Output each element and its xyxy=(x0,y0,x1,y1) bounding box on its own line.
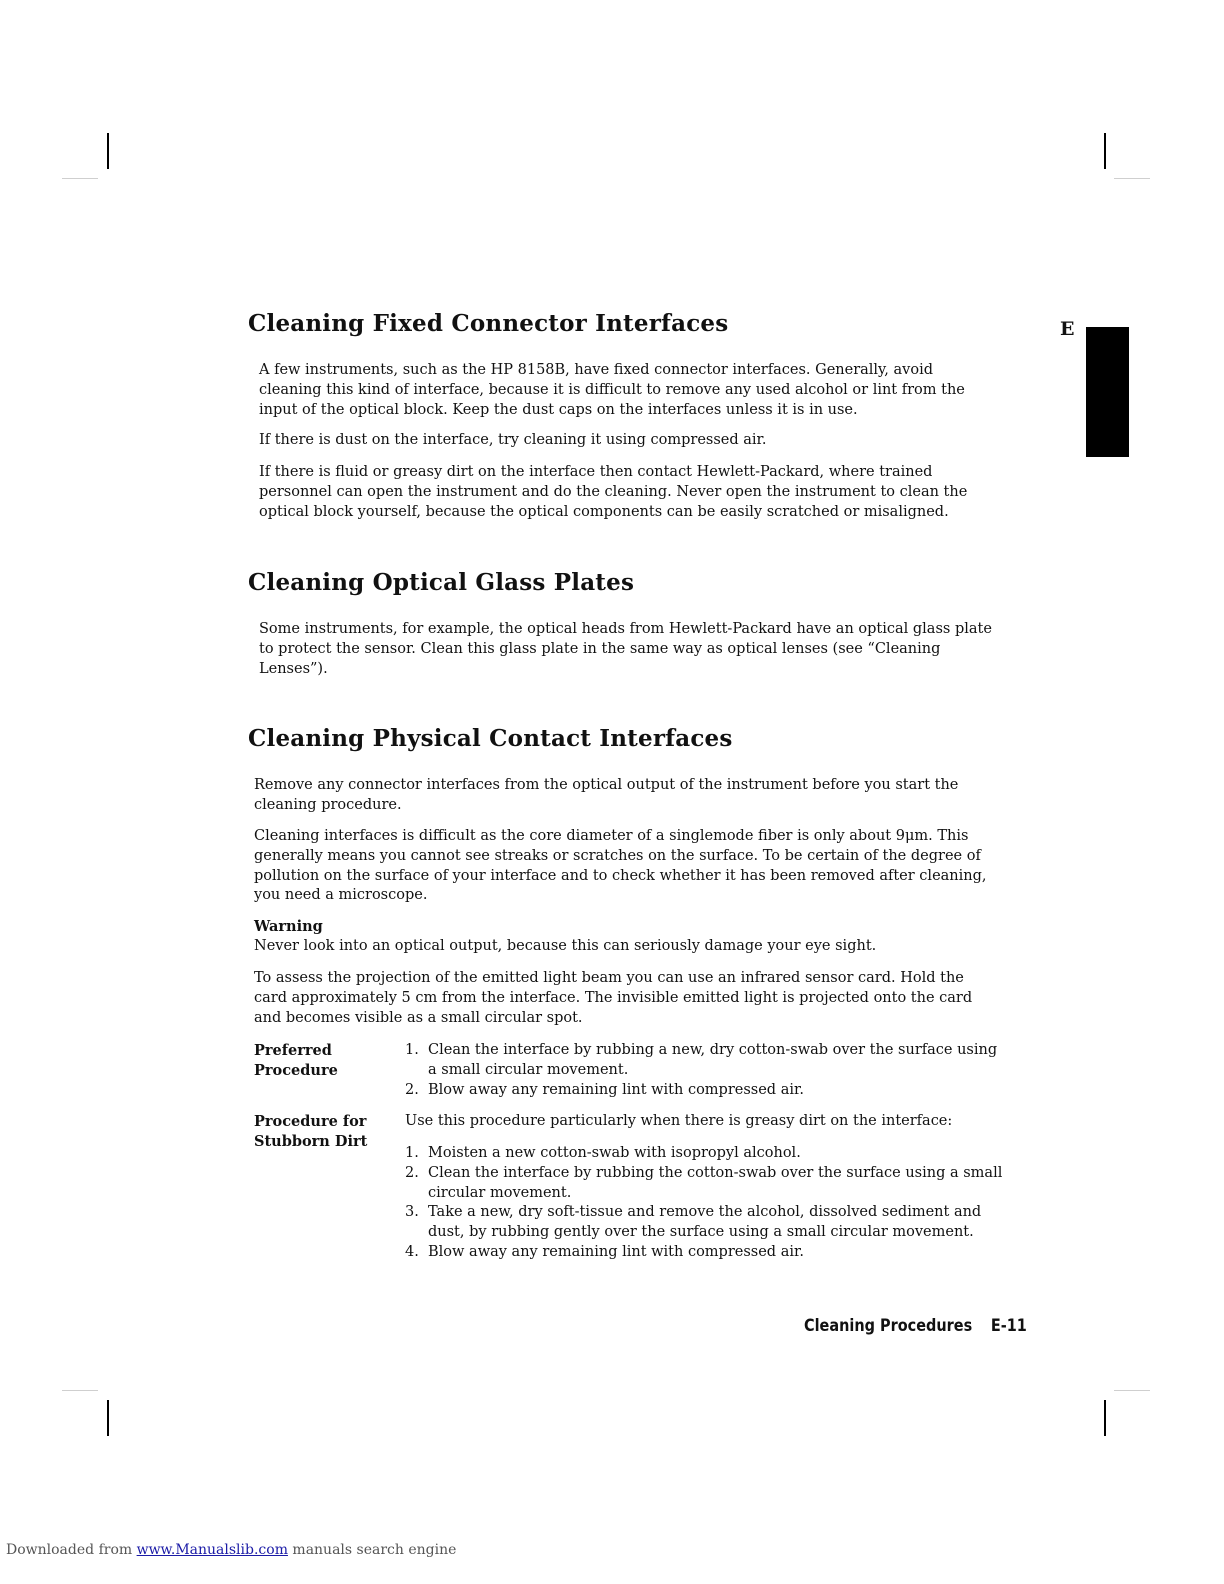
list-item xyxy=(405,1203,1005,1243)
manualslib-link[interactable]: www.Manualslib.com xyxy=(136,1542,288,1558)
step-number: 2. xyxy=(405,1164,419,1181)
preferred-procedure-label xyxy=(254,1041,394,1081)
footer-title: Cleaning Procedures xyxy=(804,1316,973,1336)
stubborn-label-line-2: Stubborn Dirt xyxy=(254,1132,368,1150)
list-item xyxy=(405,1164,1005,1204)
physical-contact-para-3: To assess the projection of the emitted light beam you can use an infrared sensor card. Hold the card approximately 5 cm from the interface. The invisible emitted light is projected onto the card and becomes visible as a small circular spot. xyxy=(254,970,973,1026)
trim-line-top-right xyxy=(1114,178,1150,179)
section-title-glass-plates: Cleaning Optical Glass Plates xyxy=(248,569,635,596)
step-number: 4. xyxy=(405,1243,419,1260)
download-notice xyxy=(6,1542,456,1558)
warning-title: Warning xyxy=(254,918,323,935)
preferred-label-line-2: Procedure xyxy=(254,1061,338,1079)
preferred-procedure-steps xyxy=(405,1041,1005,1100)
chapter-tab-marker xyxy=(1086,327,1129,457)
trim-line-top-left xyxy=(62,178,98,179)
trim-line-bottom-right xyxy=(1114,1390,1150,1391)
warning-block xyxy=(254,917,994,957)
preferred-label-line-1: Preferred xyxy=(254,1042,332,1059)
list-item xyxy=(405,1243,1005,1263)
crop-mark-top-right xyxy=(1104,133,1106,169)
crop-mark-bottom-right xyxy=(1104,1400,1106,1436)
crop-mark-bottom-left xyxy=(107,1400,109,1436)
list-item xyxy=(405,1081,1005,1101)
step-number: 2. xyxy=(405,1081,419,1098)
stubborn-dirt-intro: Use this procedure particularly when there is greasy dirt on the interface: xyxy=(405,1113,953,1129)
step-text: Moisten a new cotton-swab with isopropyl alcohol. xyxy=(428,1145,801,1161)
step-number: 3. xyxy=(405,1204,419,1221)
list-item xyxy=(405,1144,1005,1164)
list-item xyxy=(405,1041,1005,1081)
glass-plates-para-1: Some instruments, for example, the optical heads from Hewlett-Packard have an optical glass plate to protect the sensor. Clean this glass plate in the same way as optical lenses (see “Cleaning Lenses”). xyxy=(259,621,992,677)
step-text: Blow away any remaining lint with compressed air. xyxy=(428,1081,804,1098)
section-title-physical-contact: Cleaning Physical Contact Interfaces xyxy=(248,725,733,752)
download-suffix: manuals search engine xyxy=(287,1542,457,1558)
chapter-tab-letter: E xyxy=(1060,318,1075,340)
step-number: 1. xyxy=(405,1042,419,1058)
warning-text: Never look into an optical output, because this can seriously damage your eye sight. xyxy=(254,937,877,954)
step-text: Clean the interface by rubbing the cotton-swab over the surface using a small circular movement. xyxy=(428,1164,1003,1201)
section-title-fixed-connector: Cleaning Fixed Connector Interfaces xyxy=(248,310,729,337)
step-text: Take a new, dry soft-tissue and remove the alcohol, dissolved sediment and dust, by rubbing gently over the surface using a small circular movement. xyxy=(428,1204,982,1241)
physical-contact-para-2: Cleaning interfaces is difficult as the core diameter of a singlemode fiber is only about 9μm. This generally means you cannot see streaks or scratches on the surface. To be certain of the degree of pollution on the surface of your interface and to check whether it has been removed after cleaning, you need a microscope. xyxy=(254,828,987,904)
crop-mark-top-left xyxy=(107,133,109,169)
page-number: E-11 xyxy=(990,1316,1027,1336)
fixed-connector-para-2: If there is dust on the interface, try cleaning it using compressed air. xyxy=(259,432,767,448)
fixed-connector-para-1: A few instruments, such as the HP 8158B, have fixed connector interfaces. Generally, avoid cleaning this kind of interface, because it is difficult to remove any used alcohol or lint from the input of the optical block. Keep the dust caps on the interfaces unless it is in use. xyxy=(259,362,965,418)
step-text: Blow away any remaining lint with compressed air. xyxy=(428,1243,804,1260)
stubborn-dirt-label xyxy=(254,1112,394,1152)
physical-contact-para-1: Remove any connector interfaces from the optical output of the instrument before you start the cleaning procedure. xyxy=(254,777,959,813)
download-prefix: Downloaded from xyxy=(6,1542,137,1558)
stubborn-label-line-1: Procedure for xyxy=(254,1113,367,1130)
page-footer xyxy=(804,1316,1027,1336)
fixed-connector-para-3: If there is fluid or greasy dirt on the interface then contact Hewlett-Packard, where trained personnel can open the instrument and do the cleaning. Never open the instrument to clean the optical block yourself, because the optical components can be easily scratched or misaligned. xyxy=(259,464,968,520)
stubborn-dirt-steps xyxy=(405,1144,1005,1263)
trim-line-bottom-left xyxy=(62,1390,98,1391)
step-text: Clean the interface by rubbing a new, dry cotton-swab over the surface using a small circular movement. xyxy=(428,1042,998,1078)
step-number: 1. xyxy=(405,1145,419,1161)
